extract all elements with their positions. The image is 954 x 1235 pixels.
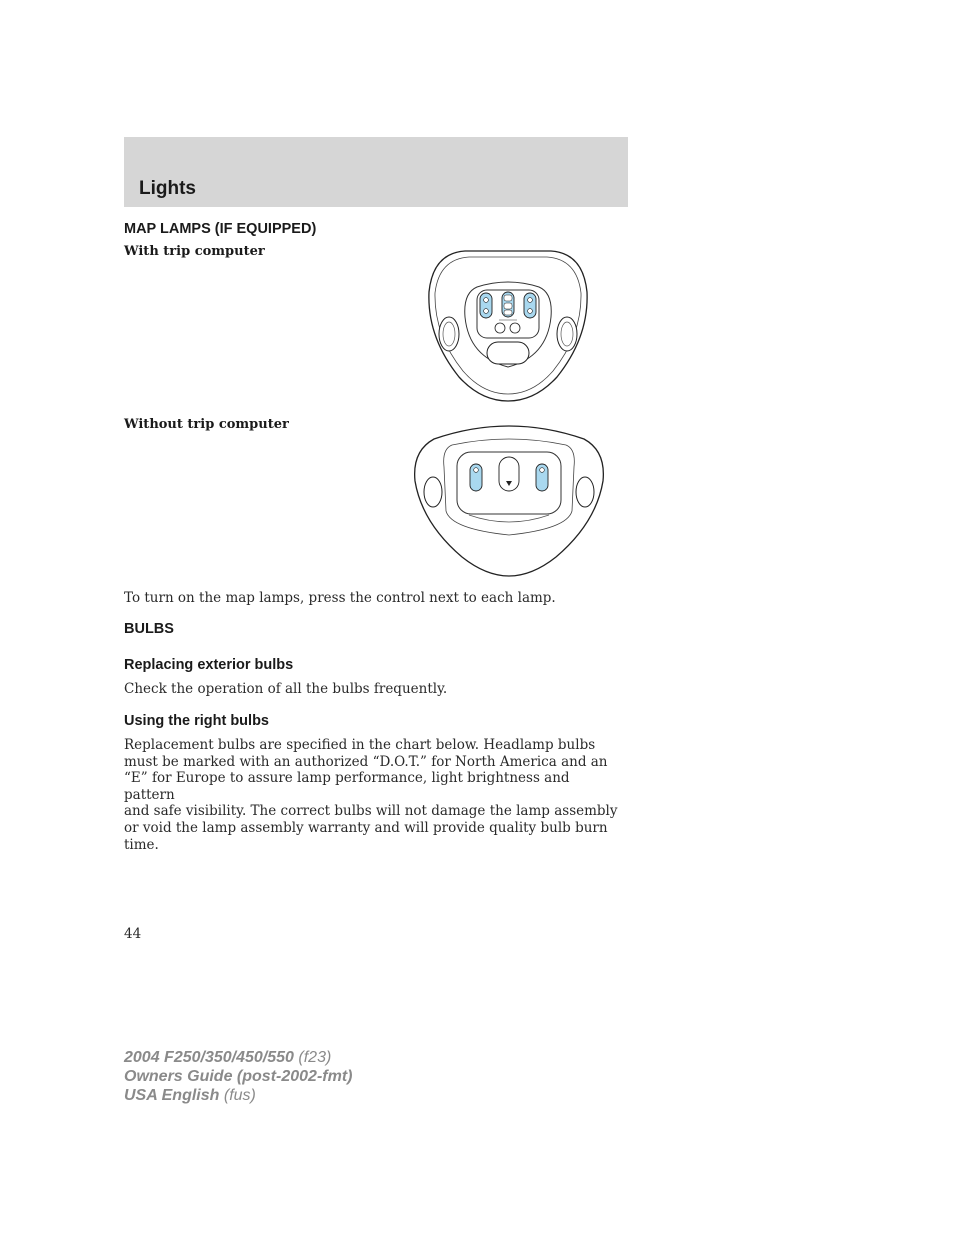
with-trip-computer-label: With trip computer: [124, 244, 265, 259]
paragraph-line: time.: [124, 836, 159, 853]
paragraph-line: Replacement bulbs are specified in the chart below. Headlamp bulbs: [124, 737, 596, 753]
map-lamp-without-trip-computer-illustration: [412, 419, 606, 581]
footer-guide: Owners Guide (post-2002-fmt): [124, 1068, 353, 1085]
footer: [124, 1048, 352, 1105]
using-right-bulbs-heading: Using the right bulbs: [124, 713, 269, 729]
footer-line-2: [124, 1067, 352, 1086]
paragraph-line: or void the lamp assembly warranty and will provide quality bulb burn: [124, 819, 608, 836]
using-right-bulbs-paragraph: [124, 737, 624, 853]
replacing-exterior-bulbs-text: Check the operation of all the bulbs frequently.: [124, 681, 448, 697]
footer-model-code: (f23): [298, 1049, 332, 1066]
page-number: 44: [124, 926, 142, 942]
map-lamps-heading: MAP LAMPS (IF EQUIPPED): [124, 221, 317, 237]
paragraph-line: “E” for Europe to assure lamp performance, light brightness and pattern: [124, 770, 570, 803]
without-trip-computer-label: Without trip computer: [124, 417, 289, 432]
footer-line-1: [124, 1048, 352, 1067]
footer-model: 2004 F250/350/450/550: [124, 1049, 294, 1066]
section-title: Lights: [139, 178, 196, 199]
paragraph-line: must be marked with an authorized “D.O.T.” for North America and an: [124, 753, 608, 770]
footer-language: USA English: [124, 1087, 220, 1104]
section-header-band: [124, 137, 628, 207]
map-lamp-with-trip-computer-illustration: [425, 247, 591, 405]
map-lamp-instruction: To turn on the map lamps, press the control next to each lamp.: [124, 590, 556, 606]
footer-line-3: [124, 1086, 352, 1105]
bulbs-heading: BULBS: [124, 621, 174, 637]
replacing-exterior-bulbs-heading: Replacing exterior bulbs: [124, 657, 294, 673]
footer-language-code: (fus): [223, 1087, 256, 1104]
paragraph-line: and safe visibility. The correct bulbs will not damage the lamp assembly: [124, 803, 618, 820]
